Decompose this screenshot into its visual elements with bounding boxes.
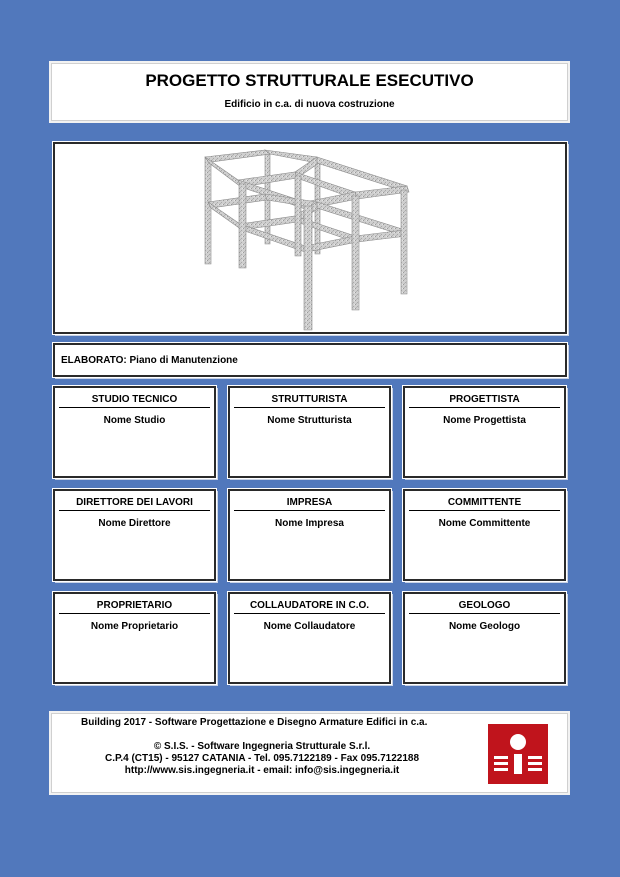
collaudatore-box (228, 592, 391, 684)
box-heading: PROGETTISTA (409, 394, 560, 408)
company-contacts: http://www.sis.ingegneria.it - email: info@sis.ingegneria.it (124, 765, 400, 776)
geologo-box (403, 592, 566, 684)
box-heading: PROPRIETARIO (59, 600, 210, 614)
committente-box (403, 489, 566, 581)
box-heading: GEOLOGO (409, 600, 560, 614)
box-value: Nome Strutturista (267, 415, 352, 426)
structure-image-panel (53, 142, 567, 334)
box-value: Nome Proprietario (90, 621, 179, 632)
strutturista-box (228, 386, 391, 478)
company-name: © S.I.S. - Software Ingegneria Strutturale S.r.l. (153, 741, 371, 752)
studio-tecnico-box (53, 386, 216, 478)
box-heading: STRUTTURISTA (234, 394, 385, 408)
box-heading: COMMITTENTE (409, 497, 560, 511)
page-title: PROGETTO STRUTTURALE ESECUTIVO (145, 71, 474, 90)
company-address: C.P.4 (CT15) - 95127 CATANIA - Tel. 095.7122189 - Fax 095.7122188 (104, 753, 420, 764)
box-heading: COLLAUDATORE IN C.O. (234, 600, 385, 614)
box-value: Nome Impresa (275, 518, 344, 529)
page-subtitle: Edificio in c.a. di nuova costruzione (224, 99, 395, 110)
progettista-box (403, 386, 566, 478)
box-heading: STUDIO TECNICO (59, 394, 210, 408)
box-value: Nome Committente (438, 518, 531, 529)
direttore-lavori-box (53, 489, 216, 581)
elaborato-label: ELABORATO: Piano di Manutenzione (61, 355, 238, 366)
impresa-box (228, 489, 391, 581)
building-frame-render (55, 144, 565, 332)
box-value: Nome Collaudatore (263, 621, 356, 632)
title-panel (51, 63, 568, 121)
elaborato-panel (53, 343, 567, 377)
box-value: Nome Direttore (98, 518, 171, 529)
box-value: Nome Studio (103, 415, 166, 426)
proprietario-box (53, 592, 216, 684)
footer-panel (51, 713, 568, 793)
box-value: Nome Geologo (448, 621, 521, 632)
box-heading: DIRETTORE DEI LAVORI (59, 497, 210, 511)
box-heading: IMPRESA (234, 497, 385, 511)
box-value: Nome Progettista (443, 415, 526, 426)
sis-logo-icon (488, 724, 548, 784)
software-credit: Building 2017 - Software Progettazione e Disegno Armature Edifici in c.a. (81, 717, 428, 728)
